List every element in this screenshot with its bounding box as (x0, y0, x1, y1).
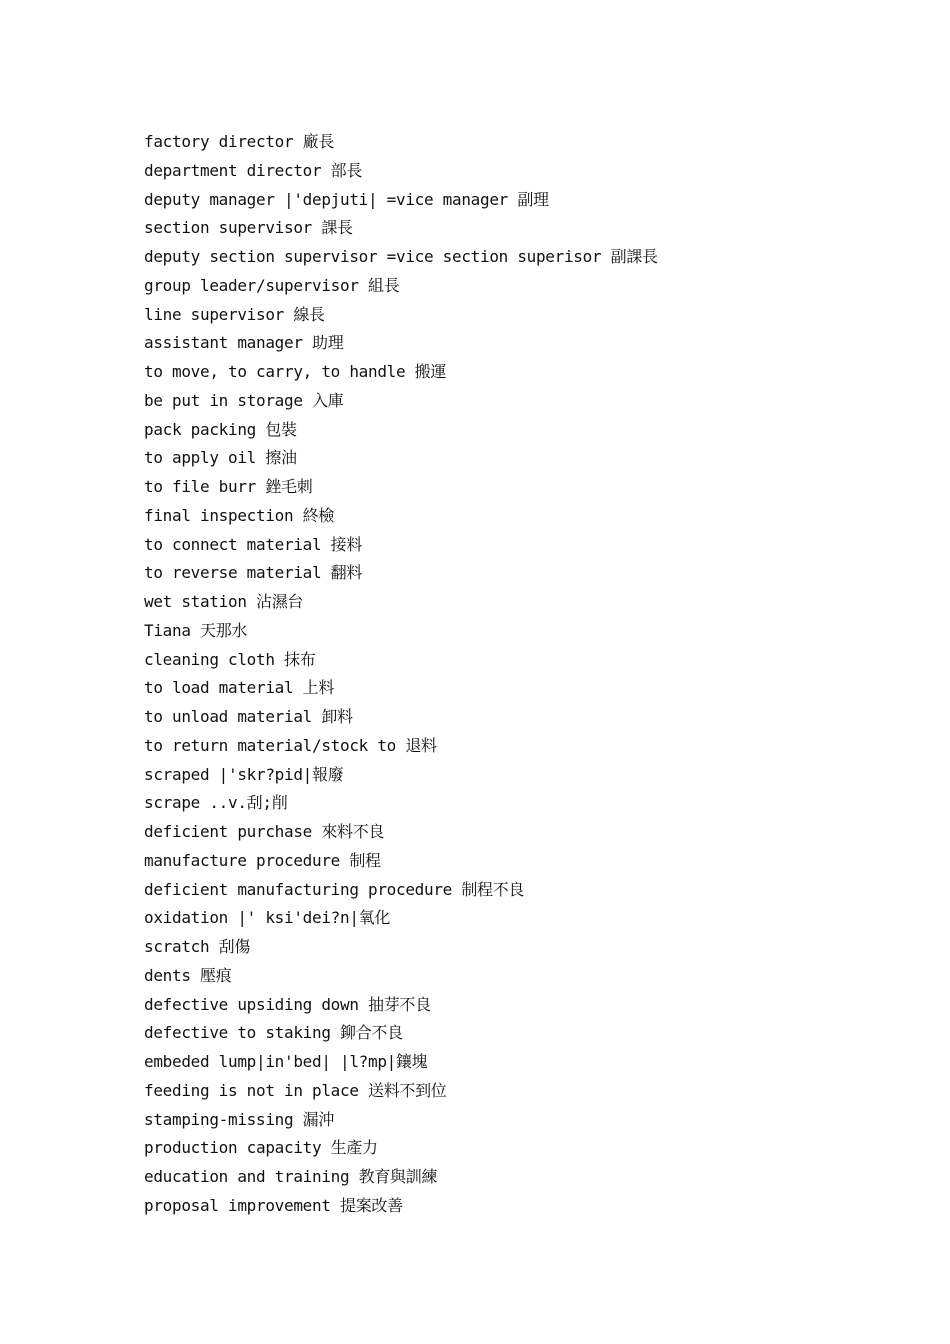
glossary-entry: to apply oil 擦油 (144, 448, 297, 468)
glossary-entry: factory director 廠長 (144, 132, 335, 151)
glossary-entry: defective to staking 鉚合不良 (144, 1023, 403, 1043)
glossary-entry: proposal improvement 提案改善 (144, 1195, 403, 1215)
glossary-entry: deputy section supervisor =vice section superisor 副課長 (144, 247, 658, 266)
glossary-entry: scrape ..v.刮;削 (144, 793, 288, 813)
glossary-entry: education and training 教育與訓練 (144, 1167, 438, 1186)
glossary-entry: defective upsiding down 抽芽不良 (144, 994, 431, 1014)
glossary-list (144, 128, 904, 1221)
glossary-entry: scratch 刮傷 (144, 937, 251, 956)
glossary-entry: manufacture procedure 制程 (144, 850, 381, 870)
glossary-entry: be put in storage 入庫 (144, 390, 344, 410)
glossary-entry: group leader/supervisor 組長 (144, 275, 400, 295)
glossary-entry: to move, to carry, to handle 搬運 (144, 362, 447, 381)
glossary-entry: to reverse material 翻料 (144, 563, 363, 583)
glossary-entry: Tiana 天那水 (144, 620, 248, 640)
glossary-entry: cleaning cloth 抹布 (144, 649, 316, 669)
glossary-entry: pack packing 包裝 (144, 419, 297, 439)
glossary-entry: stamping-missing 漏沖 (144, 1109, 335, 1129)
glossary-entry: to unload material 卸料 (144, 707, 353, 726)
glossary-entry: final inspection 終檢 (144, 505, 335, 525)
glossary-entry: production capacity 生產力 (144, 1138, 378, 1158)
glossary-entry: oxidation |' ksi'dei?n|氧化 (144, 908, 391, 928)
glossary-entry: to load material 上料 (144, 678, 335, 698)
glossary-entry: to connect material 接料 (144, 534, 363, 554)
glossary-entry: section supervisor 課長 (144, 218, 353, 238)
glossary-entry: deficient purchase 來料不良 (144, 822, 385, 841)
glossary-entry: line supervisor 線長 (144, 304, 325, 324)
glossary-entry: to return material/stock to 退料 (144, 735, 437, 755)
glossary-entry: deficient manufacturing procedure 制程不良 (144, 879, 525, 899)
glossary-entry: feeding is not in place 送料不到位 (144, 1080, 447, 1100)
glossary-entry: scraped |'skr?pid|報廢 (144, 764, 344, 784)
glossary-entry: assistant manager 助理 (144, 333, 344, 353)
glossary-entry: wet station 沾濕台 (144, 592, 304, 611)
glossary-entry: embeded lump|in'bed| |l?mp|鑲塊 (144, 1052, 428, 1071)
glossary-entry: deputy manager |'depjuti| =vice manager 副理 (144, 189, 549, 209)
glossary-entry: dents 壓痕 (144, 965, 232, 985)
glossary-entry: department director 部長 (144, 160, 363, 180)
glossary-entry: to file burr 銼毛刺 (144, 477, 313, 496)
